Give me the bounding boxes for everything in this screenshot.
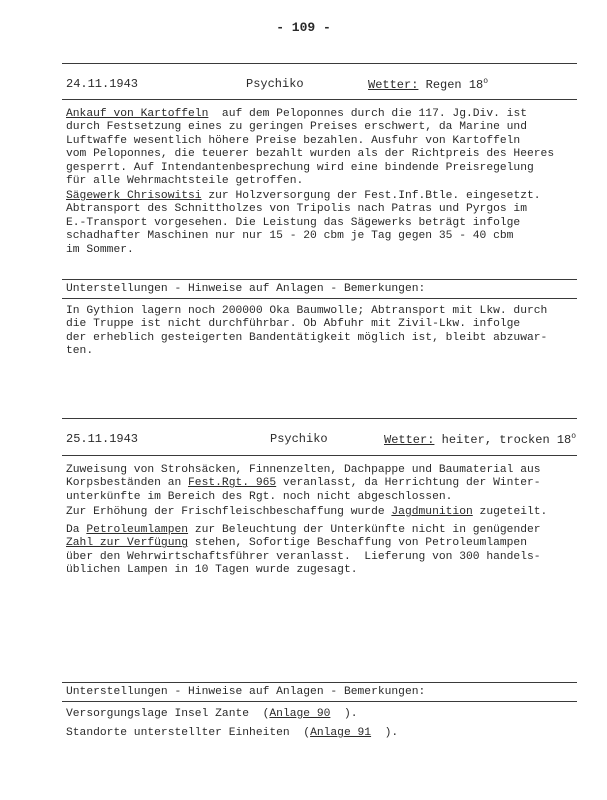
entry1-notes-top-rule	[62, 279, 577, 280]
entry1-paragraph-potatoes	[66, 108, 576, 188]
entry1-weather-degree: o	[483, 77, 489, 86]
text-line: In Gythion lagern noch 200000 Oka Baumwolle; Abtransport mit Lkw. durch	[66, 305, 548, 317]
text-line: der erheblich gesteigerten Bandentätigkeit möglich ist, bleibt abzuwar-	[66, 331, 548, 344]
text-line: unterkünfte im Bereich des Rgt. noch nicht abgeschlossen.	[66, 490, 453, 503]
hunting-ammo-term: Jagdmunition	[391, 506, 473, 518]
page-number: - 109 -	[276, 20, 331, 35]
text-line: schadhafter Maschinen nur nur 15 - 20 cbm je Tag gegen 35 - 40 cbm	[66, 230, 514, 243]
entry1-weather-label: Wetter:	[368, 78, 419, 92]
entry2-note-zante	[66, 708, 576, 721]
text-line: vom Peloponnes, die teuerer bezahlt wurden als der Richtpreis des Heeres	[66, 148, 555, 161]
text-fragment: stehen, Sofortige Beschaffung von Petroleumlampen	[188, 537, 527, 550]
text-fragment: Korpsbeständen an	[66, 477, 189, 490]
entry1-sawmill-heading: Sägewerk Chrisowitsi	[66, 190, 202, 202]
entry1-place: Psychiko	[246, 77, 304, 91]
text-fragment: zur Beleuchtung der Unterkünfte nicht in genügender	[188, 524, 541, 536]
text-line: E.-Transport vorgesehen. Die Leistung das Sägewerks beträgt infolge	[66, 216, 521, 229]
entry2-notes-top-rule	[62, 682, 577, 683]
regiment-reference: Fest.Rgt. 965	[188, 477, 277, 490]
text-fragment: ).	[371, 727, 399, 739]
text-fragment: Zur Erhöhung der Frischfleischbeschaffung wurde	[66, 506, 392, 518]
entry1-header-rule	[62, 99, 577, 100]
entry1-notes-heading: Unterstellungen - Hinweise auf Anlagen - Bemerkungen:	[66, 283, 426, 295]
text-line: ten.	[66, 345, 94, 358]
entry1-weather	[368, 77, 488, 92]
entry1-potatoes-line1: auf dem Peloponnes durch die 117. Jg.Div. ist	[208, 108, 527, 120]
text-fragment: ).	[330, 708, 358, 720]
entry1-weather-value: Regen 18	[425, 78, 484, 92]
entry2-paragraph-supplies	[66, 464, 576, 504]
entry2-weather-degree: o	[571, 432, 577, 441]
text-fragment: Versorgungslage Insel Zante (	[66, 708, 270, 720]
entry2-weather-value: heiter, trocken 18	[441, 433, 572, 447]
entry1-header	[66, 77, 576, 95]
text-fragment: Standorte unterstellter Einheiten (	[66, 727, 311, 739]
annex-91-reference: Anlage 91	[310, 727, 372, 739]
text-fragment: Da	[66, 524, 87, 536]
entry2-note-locations	[66, 727, 576, 740]
entry2-place: Psychiko	[270, 432, 328, 446]
text-line: im Sommer.	[66, 243, 134, 256]
text-line: üblichen Lampen in 10 Tagen wurde zugesagt.	[66, 564, 358, 577]
entry2-top-rule	[62, 418, 577, 419]
text-line: über den Wehrwirtschaftsführer veranlasst. Lieferung von 300 handels-	[66, 550, 541, 563]
entry1-sawmill-line1: zur Holzversorgung der Fest.Inf.Btle. eingesetzt.	[201, 190, 541, 202]
text-fragment: veranlasst, da Herrichtung der Winter-	[276, 477, 541, 490]
entry1-notes-rule	[62, 298, 577, 299]
annex-90-reference: Anlage 90	[269, 708, 331, 720]
entry1-notes-text	[66, 305, 576, 359]
entry2-notes-heading: Unterstellungen - Hinweise auf Anlagen - Bemerkungen:	[66, 686, 426, 698]
entry2-weather	[384, 432, 576, 447]
text-line: durch Festsetzung eines zu geringen Preises erschwert, da Marine und	[66, 121, 527, 134]
text-fragment: zugeteilt.	[472, 506, 548, 518]
entry2-date: 25.11.1943	[66, 432, 139, 446]
entry1-date: 24.11.1943	[66, 77, 139, 91]
entry2-header-rule	[62, 455, 577, 456]
text-line: die Truppe ist nicht durchführbar. Ob Abfuhr mit Zivil-Lkw. infolge	[66, 318, 521, 331]
entry2-header	[66, 432, 576, 450]
text-line: Zuweisung von Strohsäcken, Finnenzelten, Dachpappe und Baumaterial aus	[66, 464, 541, 476]
entry2-weather-label: Wetter:	[384, 433, 435, 447]
entry2-paragraph-meat	[66, 506, 576, 519]
lamps-term: Petroleumlampen	[86, 524, 189, 536]
entry2-paragraph-lamps	[66, 524, 576, 578]
text-line: für alle Wehrmachtsteile getroffen.	[66, 175, 304, 188]
availability-term: Zahl zur Verfügung	[66, 537, 189, 550]
entry2-notes-rule	[62, 701, 577, 702]
entry1-paragraph-sawmill	[66, 190, 576, 257]
entry1-top-rule	[62, 63, 577, 64]
text-line: gesperrt. Auf Intendantenbesprechung wird eine bindende Preisregelung	[66, 161, 534, 174]
entry1-potatoes-heading: Ankauf von Kartoffeln	[66, 108, 209, 120]
text-line: Abtransport des Schnittholzes von Tripolis nach Patras und Pyrgos im	[66, 203, 527, 216]
text-line: Luftwaffe wesentlich höhere Preise bezahlen. Ausfuhr von Kartoffeln	[66, 134, 521, 147]
